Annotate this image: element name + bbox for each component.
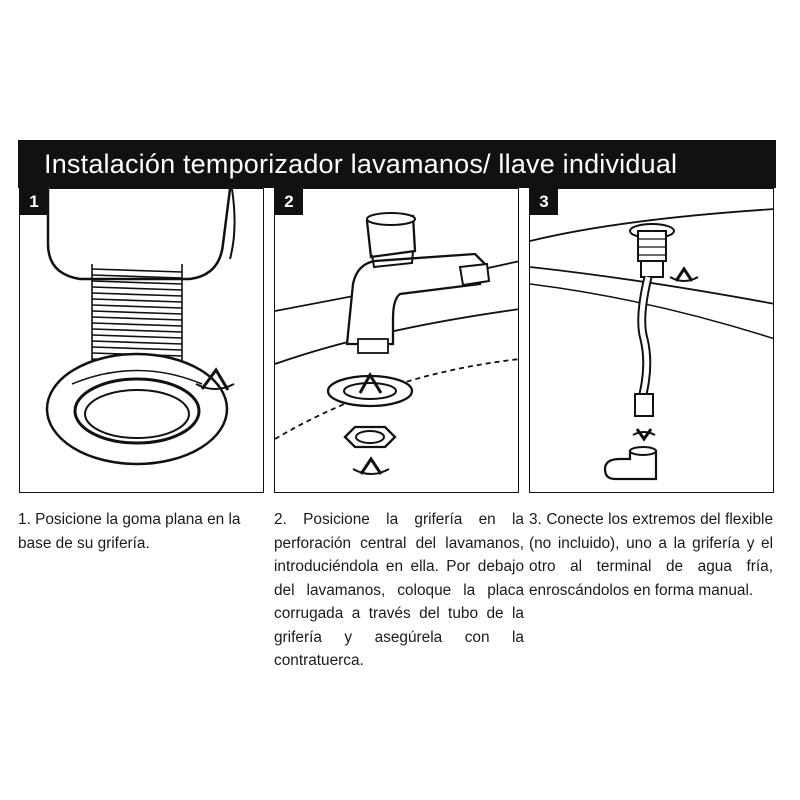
step-1-panel <box>19 188 264 493</box>
flexible-hose-connection-illustration <box>530 189 774 493</box>
step-3-instructions: 3. Conecte los extremos del flexible (no incluido), uno a la grifería y el otro al terminal de agua fría, enroscándolos en forma manual. <box>529 511 773 599</box>
faucet-sink-mounting-illustration <box>275 189 519 493</box>
faucet-thread-base-illustration <box>20 189 264 493</box>
step-2-panel <box>274 188 519 493</box>
step-1-instructions: 1. Posicione la goma plana en la base de su grifería. <box>18 511 241 552</box>
step-3-panel <box>529 188 774 493</box>
step-3-number: 3 <box>530 189 558 215</box>
page-title: Instalación temporizador lavamanos/ llave individual <box>18 140 776 188</box>
step-2-instructions: 2. Posicione la grifería en la perforación central del lavamanos, introduciéndola en ella. Por debajo del lavamanos, coloque la placa corrugada a través del tubo de la grifería y asegúrela con la contratuerca. <box>274 511 524 669</box>
step-1-number: 1 <box>20 189 48 215</box>
step-2-number: 2 <box>275 189 303 215</box>
